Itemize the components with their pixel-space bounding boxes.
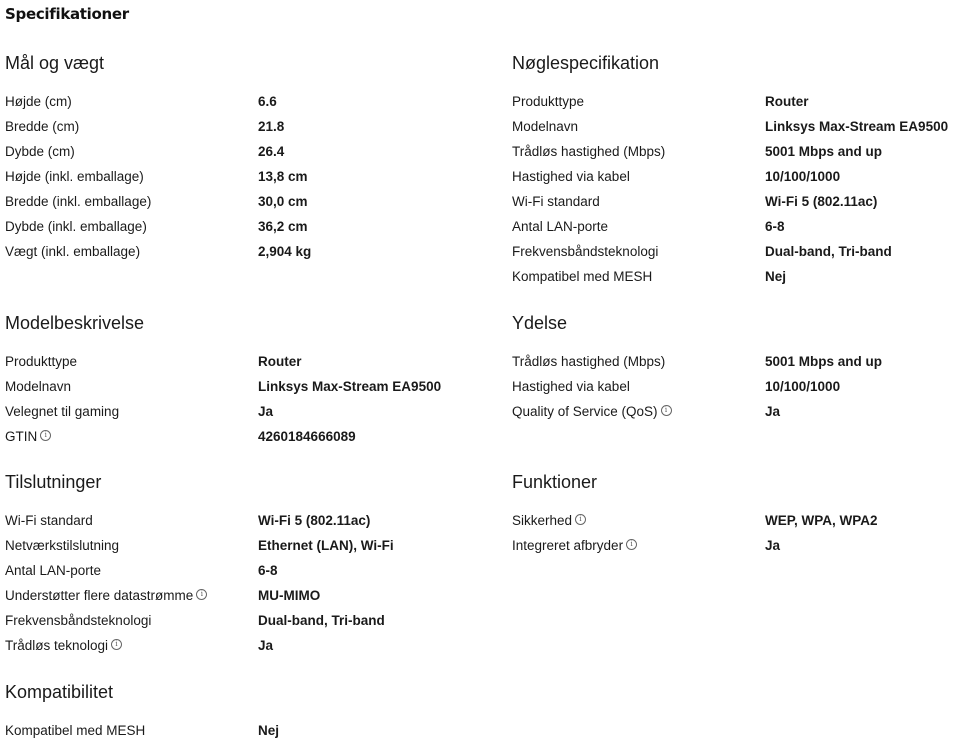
spec-label-text: GTIN xyxy=(5,429,38,444)
spec-label xyxy=(512,139,765,164)
page-title: Specifikationer xyxy=(5,5,129,23)
info-icon[interactable]: i xyxy=(196,589,207,600)
spec-label-text: Bredde (cm) xyxy=(5,119,80,134)
spec-label-text: Vægt (inkl. emballage) xyxy=(5,244,141,259)
spec-value: 10/100/1000 xyxy=(765,379,841,394)
spec-label xyxy=(5,533,258,558)
spec-value: 30,0 cm xyxy=(258,194,308,209)
spec-row xyxy=(5,374,455,399)
section-key-spec xyxy=(512,51,960,289)
spec-label-text: Quality of Service (QoS) xyxy=(512,404,658,419)
spec-label xyxy=(5,633,258,658)
spec-value: Wi-Fi 5 (802.11ac) xyxy=(765,194,878,209)
spec-value: Linksys Max-Stream EA9500 xyxy=(258,379,442,394)
spec-label xyxy=(5,239,258,264)
spec-value: WEP, WPA, WPA2 xyxy=(765,513,878,528)
info-icon[interactable]: i xyxy=(661,405,672,416)
spec-row xyxy=(5,89,455,114)
section-performance xyxy=(512,311,960,424)
spec-row xyxy=(512,89,960,114)
spec-value: Ja xyxy=(765,538,781,553)
spec-row xyxy=(5,164,455,189)
spec-label-text: Wi-Fi standard xyxy=(512,194,600,209)
spec-label-text: Højde (inkl. emballage) xyxy=(5,169,144,184)
spec-label-text: Understøtter flere datastrømme xyxy=(5,588,194,603)
spec-row xyxy=(5,533,455,558)
spec-label xyxy=(5,424,258,449)
spec-row xyxy=(5,424,455,449)
info-icon[interactable]: i xyxy=(40,430,51,441)
spec-label-text: Dybde (inkl. emballage) xyxy=(5,219,147,234)
spec-row xyxy=(5,114,455,139)
spec-row xyxy=(5,189,455,214)
spec-row xyxy=(5,583,455,608)
spec-row xyxy=(5,558,455,583)
section-title: Nøglespecifikation xyxy=(512,53,660,73)
spec-row xyxy=(5,399,455,424)
spec-value: Router xyxy=(765,94,809,109)
spec-row xyxy=(5,508,455,533)
spec-value: Dual-band, Tri-band xyxy=(258,613,385,628)
spec-label-text: Trådløs teknologi xyxy=(5,638,109,653)
spec-row xyxy=(5,214,455,239)
spec-label xyxy=(5,399,258,424)
spec-row xyxy=(512,114,960,139)
spec-row xyxy=(512,399,960,424)
spec-row xyxy=(5,139,455,164)
spec-label-text: Frekvensbåndsteknologi xyxy=(512,244,659,259)
spec-label-text: Modelnavn xyxy=(5,379,72,394)
spec-label xyxy=(5,189,258,214)
spec-value: 4260184666089 xyxy=(258,429,356,444)
spec-row xyxy=(512,533,960,558)
spec-value: 36,2 cm xyxy=(258,219,308,234)
spec-label-text: Trådløs hastighed (Mbps) xyxy=(512,354,666,369)
spec-value: 5001 Mbps and up xyxy=(765,354,883,369)
spec-row xyxy=(512,164,960,189)
spec-label-text: Antal LAN-porte xyxy=(5,563,102,578)
spec-label xyxy=(5,139,258,164)
spec-label-text: Bredde (inkl. emballage) xyxy=(5,194,152,209)
section-model xyxy=(5,311,455,449)
spec-value: Nej xyxy=(258,723,280,738)
spec-row xyxy=(5,608,455,633)
section-title: Ydelse xyxy=(512,313,568,333)
spec-value: 6.6 xyxy=(258,94,277,109)
spec-row xyxy=(5,239,455,264)
spec-value: 21.8 xyxy=(258,119,285,134)
section-title: Funktioner xyxy=(512,472,598,492)
spec-label xyxy=(512,239,765,264)
spec-label xyxy=(5,558,258,583)
spec-label xyxy=(512,164,765,189)
spec-label-text: Wi-Fi standard xyxy=(5,513,93,528)
spec-label xyxy=(512,89,765,114)
spec-row xyxy=(512,139,960,164)
spec-label xyxy=(512,264,765,289)
spec-row xyxy=(512,264,960,289)
section-title: Modelbeskrivelse xyxy=(5,313,145,333)
spec-label xyxy=(512,374,765,399)
spec-value: 13,8 cm xyxy=(258,169,308,184)
spec-value: 10/100/1000 xyxy=(765,169,841,184)
spec-label-text: Modelnavn xyxy=(512,119,579,134)
spec-row xyxy=(5,718,455,743)
spec-value: Nej xyxy=(765,269,787,284)
section-dimensions xyxy=(5,51,455,264)
spec-value: 6-8 xyxy=(765,219,785,234)
spec-label-text: Produkttype xyxy=(512,94,585,109)
spec-value: Ja xyxy=(258,638,274,653)
section-connections xyxy=(5,470,455,658)
spec-row xyxy=(512,189,960,214)
section-functions xyxy=(512,470,960,558)
spec-row xyxy=(5,349,455,374)
spec-value: Dual-band, Tri-band xyxy=(765,244,892,259)
spec-row xyxy=(512,239,960,264)
spec-label xyxy=(512,533,765,558)
spec-label xyxy=(5,608,258,633)
spec-label xyxy=(5,718,258,743)
spec-label xyxy=(5,583,258,608)
header-band xyxy=(0,0,960,28)
spec-label-text: Netværkstilslutning xyxy=(5,538,120,553)
spec-value: Wi-Fi 5 (802.11ac) xyxy=(258,513,371,528)
spec-label xyxy=(512,508,765,533)
spec-label xyxy=(512,349,765,374)
spec-value: MU-MIMO xyxy=(258,588,321,603)
spec-label-text: Velegnet til gaming xyxy=(5,404,120,419)
spec-row xyxy=(5,633,455,658)
spec-label-text: Hastighed via kabel xyxy=(512,169,630,184)
spec-label xyxy=(512,114,765,139)
spec-label-text: Frekvensbåndsteknologi xyxy=(5,613,152,628)
spec-label xyxy=(5,349,258,374)
spec-label-text: Kompatibel med MESH xyxy=(512,269,653,284)
spec-row xyxy=(512,508,960,533)
spec-label-text: Kompatibel med MESH xyxy=(5,723,146,738)
spec-label xyxy=(5,374,258,399)
section-title: Mål og vægt xyxy=(5,53,105,73)
spec-row xyxy=(512,349,960,374)
spec-label xyxy=(512,189,765,214)
spec-value: 26.4 xyxy=(258,144,285,159)
spec-label-text: Hastighed via kabel xyxy=(512,379,630,394)
spec-label-text: Dybde (cm) xyxy=(5,144,75,159)
spec-value: Linksys Max-Stream EA9500 xyxy=(765,119,949,134)
spec-value: 2,904 kg xyxy=(258,244,312,259)
info-icon[interactable]: i xyxy=(575,514,586,525)
spec-label-text: Trådløs hastighed (Mbps) xyxy=(512,144,666,159)
spec-label-text: Produkttype xyxy=(5,354,78,369)
spec-label xyxy=(512,214,765,239)
spec-label-text: Antal LAN-porte xyxy=(512,219,609,234)
spec-value: Ja xyxy=(765,404,781,419)
spec-label-text: Sikkerhed xyxy=(512,513,573,528)
spec-label xyxy=(5,508,258,533)
section-compatibility xyxy=(5,680,455,743)
spec-label xyxy=(5,214,258,239)
info-icon[interactable]: i xyxy=(626,539,637,550)
info-icon[interactable]: i xyxy=(111,639,122,650)
spec-value: 6-8 xyxy=(258,563,278,578)
spec-label xyxy=(5,164,258,189)
spec-label xyxy=(5,114,258,139)
spec-row xyxy=(512,374,960,399)
spec-value: Router xyxy=(258,354,302,369)
spec-value: 5001 Mbps and up xyxy=(765,144,883,159)
spec-value: Ja xyxy=(258,404,274,419)
section-title: Tilslutninger xyxy=(5,472,102,492)
spec-label xyxy=(512,399,765,424)
spec-label-text: Integreret afbryder xyxy=(512,538,624,553)
section-title: Kompatibilitet xyxy=(5,682,114,702)
spec-row xyxy=(512,214,960,239)
spec-label xyxy=(5,89,258,114)
spec-value: Ethernet (LAN), Wi-Fi xyxy=(258,538,394,553)
spec-label-text: Højde (cm) xyxy=(5,94,72,109)
